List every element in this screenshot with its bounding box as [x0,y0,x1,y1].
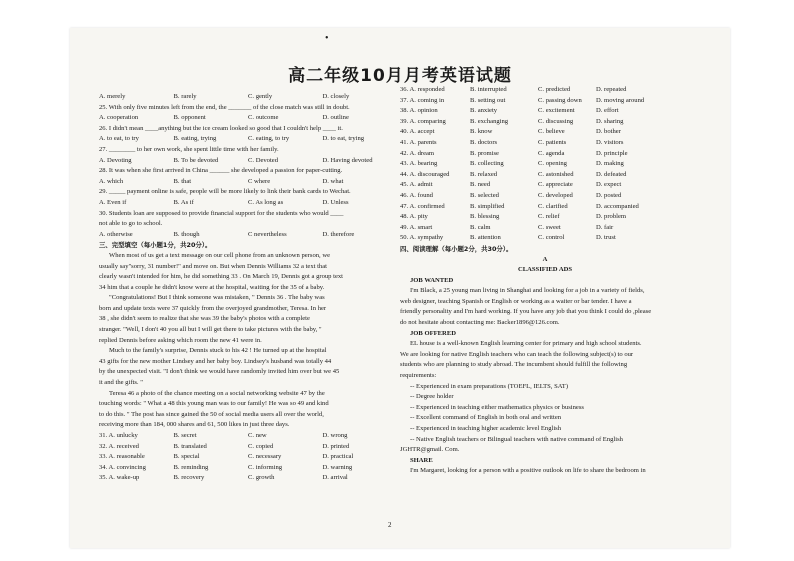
option: 50. A. sympathy [400,234,444,242]
job-offered-heading: JOB OFFERED [410,329,456,337]
option: D. closely [322,93,350,100]
option: B. selected [470,191,499,199]
option: B. promise [470,149,499,157]
option: D. printed [322,442,350,450]
option: A. which [99,177,124,185]
option: B. recovery [173,474,205,482]
option: D. to eat, trying [322,135,365,143]
ad-line: EL house is a well-known English learning center for primary and high school students. [410,340,642,348]
cloze-option-row [400,180,690,191]
option: 47. A. confirmed [400,202,445,210]
cloze-option-row [400,96,690,107]
option: D. moving around [596,96,645,104]
passage-line: Much to the family's surprise, Dennis stuck to his 42 ! He turned up at the hospital [109,347,327,355]
question-30-cont: not able to go to school. [99,220,163,228]
option: 35. A. wake-up [99,474,140,482]
exam-page [70,28,730,548]
option: C. eating, to try [248,135,290,143]
option: 46. A. found [400,191,433,199]
option: A. Devoting [99,156,132,164]
cloze-option-row [99,463,397,474]
option: B. eating, trying [173,135,217,143]
ad-line: I'm Margaret, looking for a person with a positive outlook on life to share the bedroom in [410,467,646,475]
cloze-option-row [400,159,690,170]
requirement: -- Experienced in exam preparations (TOEFL, IELTS, SAT) [410,382,569,390]
question-30: 30. Students loan are supposed to provide financial support for the students who would ____ [99,209,344,217]
question-28: 28. It was when she first arrived in China ______ she developed a passion for paper-cutting. [99,167,343,175]
cloze-options-right [400,85,690,244]
question-29: 29. _____ payment online is safe, people will be more likely to link their bank cards to Wechat. [99,188,351,196]
option: B. opponent [173,114,206,122]
q27-options [99,156,397,167]
option: B. relaxed [470,170,498,178]
option: C. agenda [538,149,565,157]
option: A. otherwise [99,230,133,238]
option: 48. A. pity [400,213,428,221]
option: A. to eat, to try [99,135,139,143]
passage-line: replied Dennis before asking which room the new 41 were in. [99,336,262,344]
option: D. sharing [596,117,624,125]
ad-line: do not hesitate about contacting me: Backer1896@126.com. [400,319,560,327]
ad-line: friendly personality and I'm hard working. If you have any job that you think I could do ,please [400,308,652,316]
cloze-option-row [400,106,690,117]
q26-options [99,134,397,145]
option: C. clarified [538,202,568,210]
cloze-option-row [400,191,690,202]
option: A. cooperation [99,114,139,122]
share-heading: SHARE [410,456,433,464]
option: D. practical [322,453,354,461]
question-26: 26. I didn't mean ____anything but the ice cream looked so good that I couldn't help ____ it. [99,124,343,132]
exam-title: 高二年级10月月考英语试题 [288,66,512,86]
question-27: 27. ________ to her own work, she spent little time with her family. [99,145,279,153]
option: B. secret [173,432,197,439]
cloze-option-row [400,149,690,160]
cloze-option-row [99,431,397,442]
option: 31. A. unlucky [99,432,138,439]
option: B. blessing [470,213,500,221]
cloze-option-row [400,170,690,181]
option: C. passing down [538,96,582,104]
option: D. defeated [596,170,627,178]
option: 49. A. smart [400,223,433,231]
option: B. need [470,181,491,189]
option: C. new [248,432,267,439]
option: 36. A. responded [400,86,445,93]
section-heading-reading: 四、阅读理解（每小题2分，共30分）。 [400,244,513,253]
section-heading-cloze: 三、完型填空（每小题1分，共20分）。 [99,241,212,250]
option: D. fair [596,223,614,231]
ad-line: We are looking for native English teachers who can teach the following subject(s) to our [400,350,634,358]
option: D. bother [596,128,621,136]
option: B. collecting [470,160,504,168]
option: B. translated [173,442,207,450]
option: C. believe [538,128,565,136]
cloze-option-row [400,85,690,96]
option: C. opening [538,160,567,168]
job-wanted-heading: JOB WANTED [410,276,454,284]
passage-line: 38 , she didn't seem to realize that she was 39 the baby's photos with a complete [99,315,310,323]
passage-line: clearly wasn't intended for him, he did something 33 . On March 19, Dennis got a group text [99,273,344,281]
option: 34. A. convincing [99,463,146,471]
option: 44. A. discouraged [400,170,450,178]
passage-line: "Congratulations! But I think someone was mistaken, " Dennis 36 . The baby was [109,294,325,302]
question-25: 25. With only five minutes left from the end, the _______ of the close match was still in doubt. [99,103,350,111]
requirement: -- Experienced in teaching higher academic level English [410,425,562,432]
left-column [99,92,397,484]
option: 42. A. dream [400,149,435,157]
cloze-options-left [99,431,397,484]
passage-line: touching words: " What a 48 this young man was to our family! He was so 49 and kind [99,400,329,408]
option: D. trust [596,234,616,242]
option: 43. A. bearing [400,160,438,168]
ad-line: web designer, teaching Spanish or English or working as a waiter or bar tender. I have a [400,297,632,305]
cloze-option-row [99,473,397,484]
cloze-option-row [400,117,690,128]
option: B. that [173,177,192,185]
classified-ads-heading: CLASSIFIED ADS [517,266,573,274]
q24-options [99,92,397,103]
requirement: -- Degree holder [410,393,454,401]
right-column [400,85,690,477]
page-number: 2 [388,521,392,529]
option: 33. A. reasonable [99,453,145,461]
option: B. interrupted [470,86,507,93]
q29-options [99,198,397,209]
option: C. appreciate [538,181,573,189]
option: D. expect [596,181,622,189]
option: D. Having devoted [322,156,373,164]
option: D. problem [596,213,627,221]
option: D. posted [596,191,622,199]
option: D. wrong [322,432,348,439]
option: B. anxiety [470,107,498,115]
option: D. outline [322,114,349,122]
option: D. arrival [322,474,348,482]
option: 38. A. opinion [400,107,438,115]
option: C. patients [538,138,567,146]
option: C nevertheless [248,230,287,238]
option: C. predicted [538,86,571,93]
cloze-option-row [99,442,397,453]
passage-line: it and the gifts. " [99,379,143,387]
option: D. Unless [322,198,349,206]
option: B. simplified [470,202,505,210]
option: 32. A. received [99,442,139,450]
option: 39. A. comparing [400,117,446,125]
q25-options [99,113,397,124]
option: B. To be devoted [173,156,219,164]
option: D. warning [322,463,353,471]
option: C. As long as [248,198,284,206]
option: C. astonished [538,170,574,178]
option: D. therefore [322,230,355,238]
cloze-option-row [400,138,690,149]
passage-line: by the unexpected visit. "I don't think we would have randomly invited him over but we 45 [99,368,340,376]
cloze-option-row [99,452,397,463]
option: C. informing [248,463,283,471]
option: 45. A. admit [400,181,433,189]
option: D. effort [596,107,619,115]
requirement: -- Native English teachers or Bilingual teachers with native command of English [410,435,623,443]
scan-dot: • [325,33,329,44]
part-a-label: A [542,255,548,263]
option: D. principle [596,149,628,157]
option: B. though [173,230,200,238]
cloze-option-row [400,202,690,213]
option: C. developed [538,191,573,199]
passage-line: to do this. " The post has since gained the 50 of social media users all over the world, [99,410,324,418]
option: C. gently [248,93,273,100]
passage-line: born and update texts were 37 quickly from the overjoyed grandmother, Teresa. In her [99,304,327,312]
option: C. discussing [538,117,574,125]
option: A. Even if [99,198,127,206]
option: A. merely [99,93,126,100]
option: C. Devoted [248,156,279,164]
contact-email: JGHTR@gmail. Com. [400,446,460,454]
passage-line: 43 gifts for the new mother Lindsey and her baby boy. Lindsey's husband was totally 44 [99,357,332,365]
option: C. copied [248,442,274,450]
cloze-option-row [400,223,690,234]
option: C. excitement [538,107,575,115]
option: C. control [538,234,565,242]
option: C. necessary [248,453,282,461]
q30-options [99,230,397,241]
passage-line: receiving more than 184, 000 shares and 61, 500 likes in just three days. [99,421,290,429]
option: B. doctors [470,138,498,146]
option: B. attention [470,234,501,242]
cloze-option-row [400,212,690,223]
option: B. rarely [173,93,197,100]
option: D. repeated [596,86,627,93]
option: C. growth [248,474,275,482]
option: C. outcome [248,114,279,122]
requirement: -- Experienced in teaching either mathematics physics or business [410,403,584,411]
requirement: -- Excellent command of English in both oral and written [410,414,562,422]
option: C. relief [538,213,560,221]
cloze-option-row [400,127,690,138]
passage-line: 34 him that a couple he didn't know were at the hospital, waiting for the 35 of a baby. [99,283,325,291]
ad-line: requirements: [400,372,437,380]
option: B. special [173,453,200,461]
passage-line: Teresa 46 a photo of the chance meeting on a social networking website 47 by the [109,389,325,397]
passage-line: usually say"sorry, 31 number!" and move on. But when Dennis Williams 32 a text that [99,262,327,270]
option: D. accompanied [596,202,639,210]
option: B. exchanging [470,117,509,125]
option: B. reminding [173,463,209,471]
cloze-option-row [400,233,690,244]
option: D. what [322,177,344,185]
ad-line: I'm Black, a 25 young man living in Shanghai and looking for a job in a variety of fields, [410,287,645,295]
option: D. visitors [596,138,624,146]
option: B. know [470,128,493,136]
option: D. making [596,160,624,168]
cloze-passage [99,251,397,431]
option: B. As if [173,198,194,206]
ad-line: students who are planning to study abroad. The incumbent should fulfill the following [400,361,628,369]
option: 41. A. parents [400,138,437,146]
passage-line: When most of us get a text message on our cell phone from an unknown person, we [109,251,331,259]
option: B. calm [470,223,491,231]
passage-line: stranger. "Well, I don't 40 you all but I will get there to take pictures with the baby, " [99,326,322,334]
option: B. setting out [470,96,506,104]
option: 37. A. coming in [400,96,445,104]
option: 40. A. accept [400,128,435,136]
option: C where [248,177,271,185]
q28-options [99,177,397,188]
option: C. sweet [538,223,561,231]
